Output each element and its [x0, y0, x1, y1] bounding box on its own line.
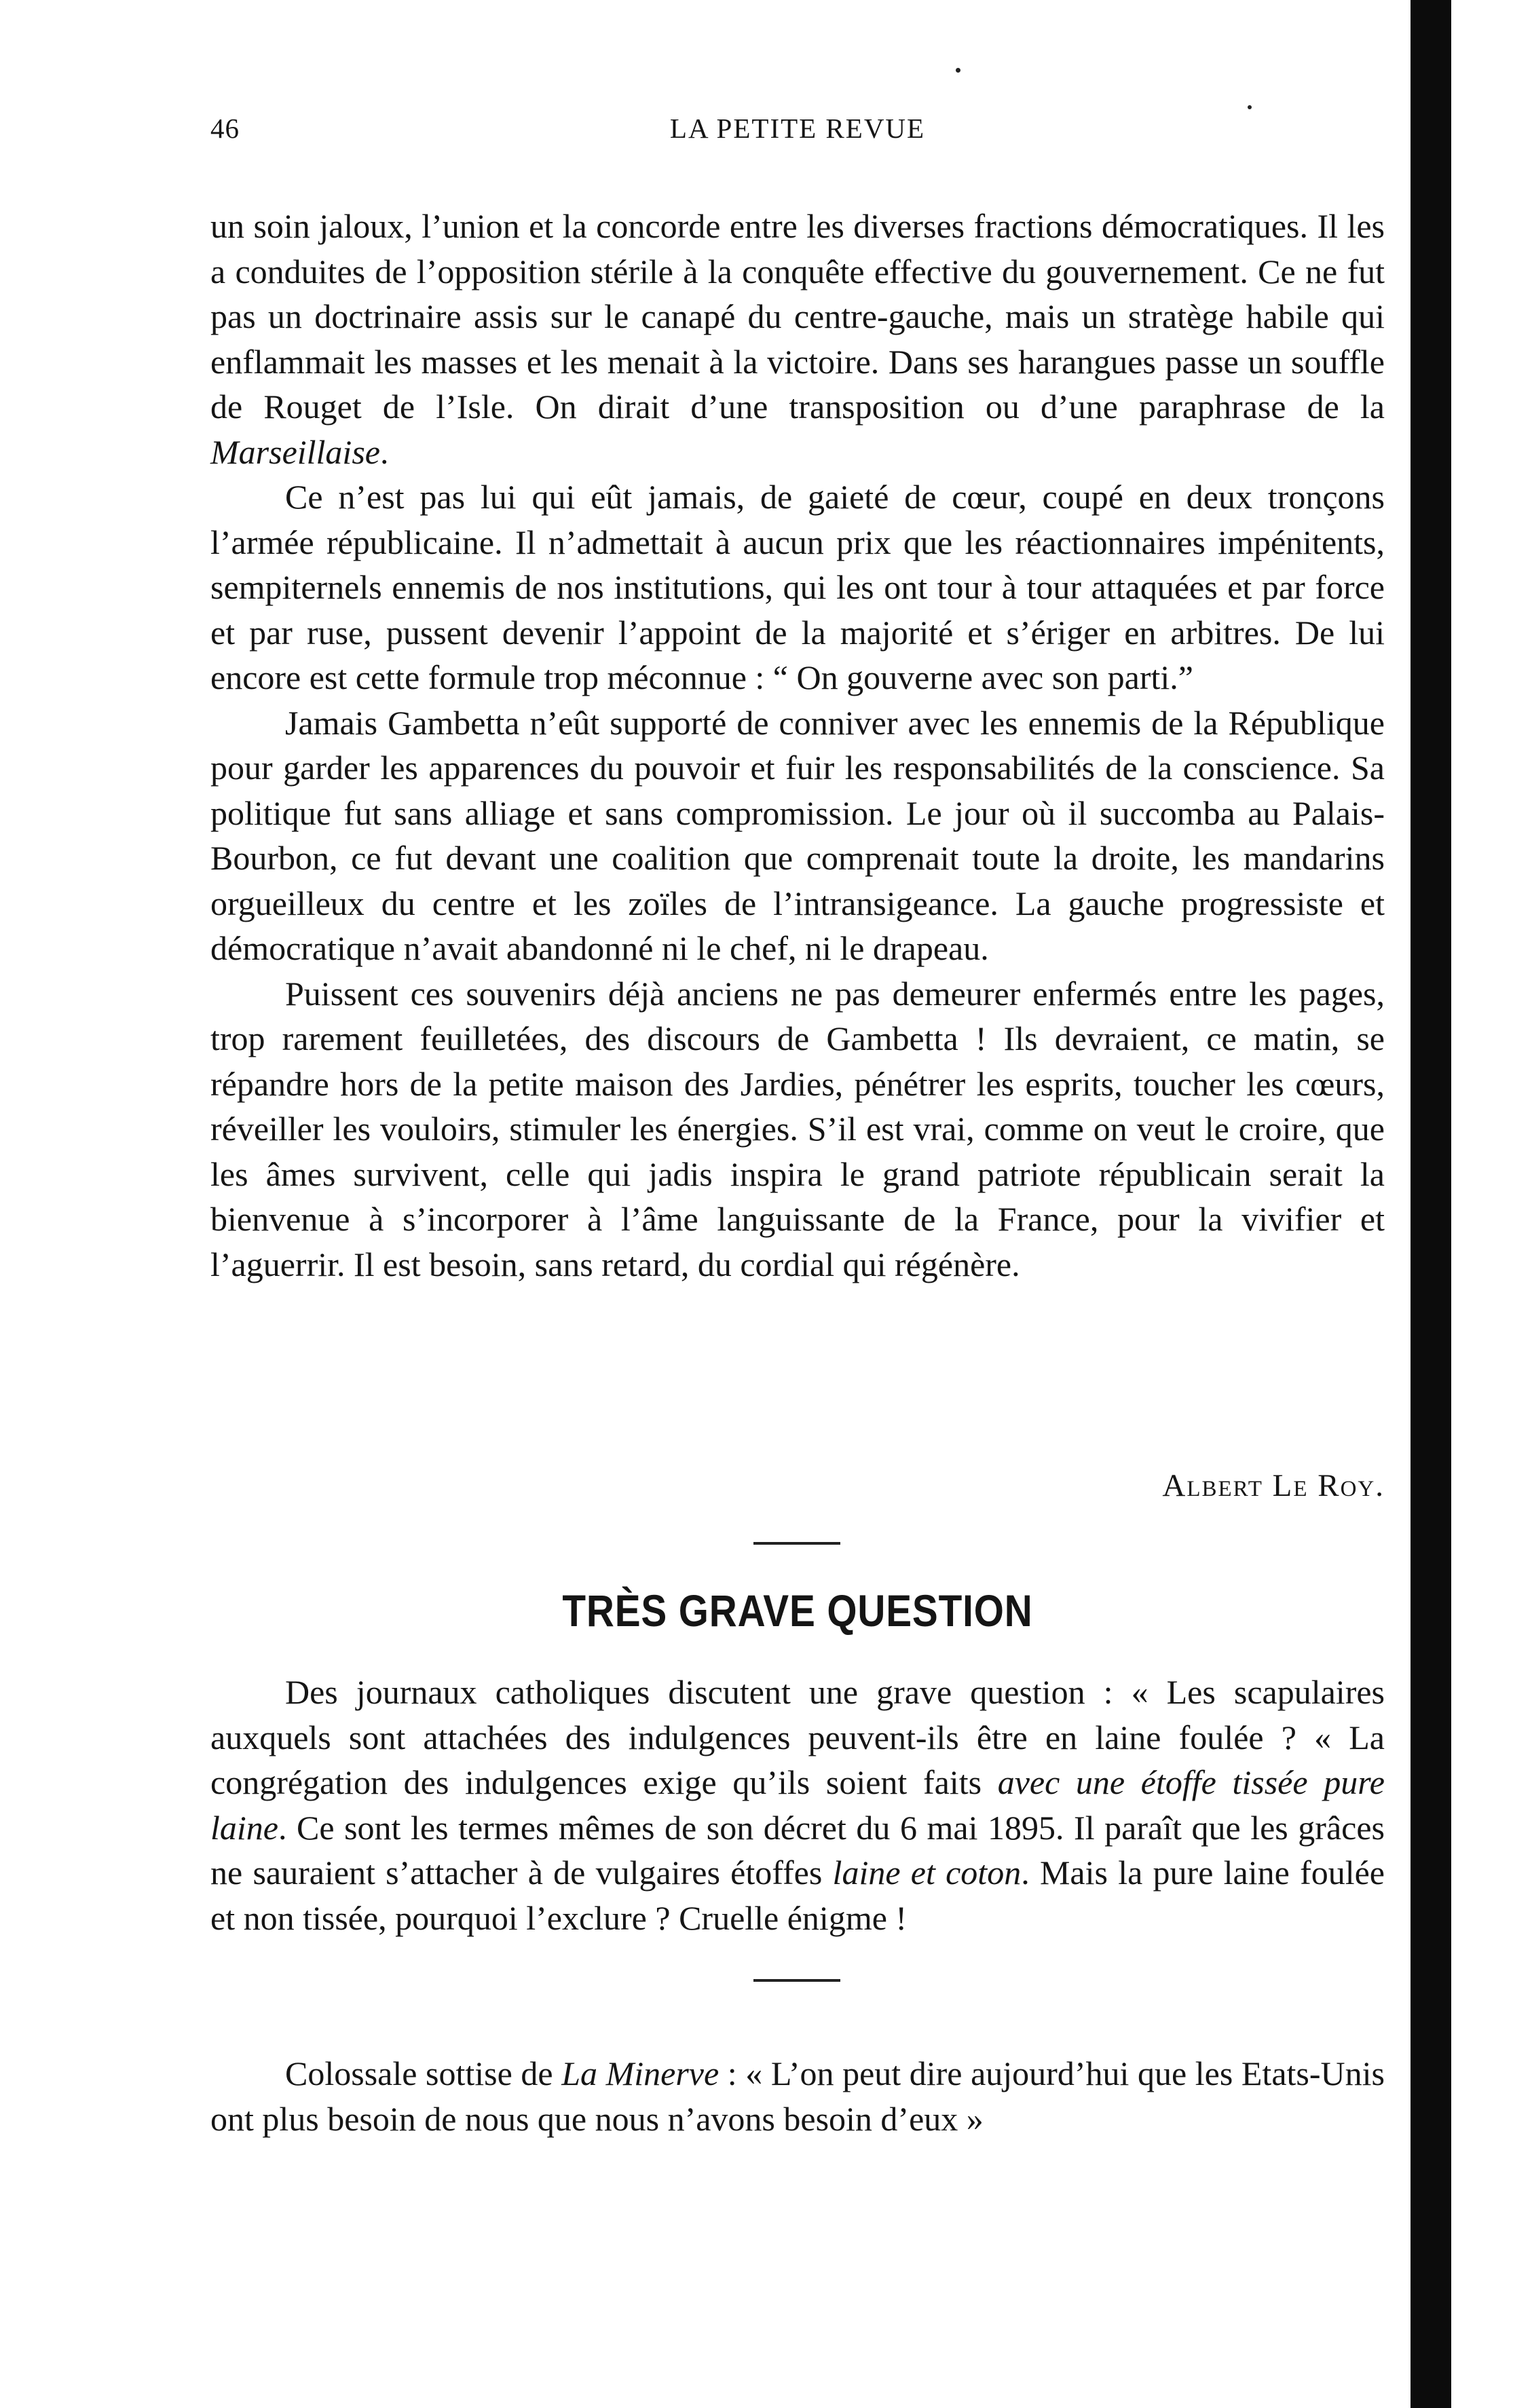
article-paragraph [210, 971, 1385, 1287]
scan-speck [956, 68, 960, 73]
note-paragraph [210, 2051, 1385, 2141]
italic-text: laine et coton [832, 1854, 1022, 1892]
article-paragraph [210, 204, 1385, 474]
separator-rule [753, 1979, 840, 1982]
text-run: Des journaux catholiques discutent une grave question : « Les scapulaires auxquels sont attachées des indulgences peuvent-ils être en laine foulée ? « La congrégation des indulgences exige qu’ils soient faits [210, 1673, 1385, 1801]
scan-edge-shadow [1411, 0, 1451, 2408]
article-paragraph [210, 474, 1385, 700]
article-body [210, 204, 1385, 1287]
closing-note [210, 2051, 1385, 2141]
italic-text: avec une étoffe tissée pure laine [210, 1763, 1385, 1847]
text-run: Puissent ces souvenirs déjà anciens ne pas demeurer enfermés entre les pages, trop rarement feuilletées, des discours de Gambetta ! Ils devraient, ce matin, se répandre hors de la petite maison des Jardies, pénétrer les esprits, toucher les cœurs, réveiller les vouloirs, stimuler les énergies. S’il est vrai, comme on veut le croire, que les âmes survivent, celle qui jadis inspira le grand patriote républicain serait la bienvenue à s’incorporer à l’âme languissante de la France, pour la vivifier et l’aguerrir. Il est besoin, sans retard, du cordial qui régénère. [210, 974, 1385, 1283]
section-title: TRÈS GRAVE QUESTION [562, 1585, 1033, 1636]
text-run: Ce n’est pas lui qui eût jamais, de gaieté de cœur, coupé en deux tronçons l’armée républicaine. Il n’admettait à aucun prix que les réactionnaires impénitents, sempiternels ennemis de nos institutions, qui les ont tour à tour attaquées et par force et par ruse, pussent devenir l’appoint de la majorité et s’ériger en arbitres. De lui encore est cette formule trop méconnue : “ On gouverne avec son parti.” [210, 478, 1385, 696]
text-run: . Mais la pure laine foulée et non tissée, pourquoi l’exclure ? Cruelle énigme ! [210, 1854, 1385, 1937]
page-number: 46 [210, 113, 240, 144]
section-body [210, 1670, 1385, 1940]
scan-speck [1248, 105, 1252, 109]
italic-text: La Minerve [561, 2054, 720, 2092]
text-run: . Ce sont les termes mêmes de son décret du 6 mai 1895. Il paraît que les grâces ne sauraient s’attacher à de vulgaires étoffes [210, 1808, 1385, 1892]
running-header [210, 112, 1385, 153]
text-run: Colossale sottise de [285, 2054, 562, 2092]
text-run: un soin jaloux, l’union et la concorde entre les diverses fractions démocratiques. Il les a conduites de l’opposition stérile à la conquête effective du gouvernement. Ce ne fut pas un doctrinaire assis sur le canapé du centre-gauche, mais un stratège habile qui enflammait les masses et les menait à la victoire. Dans ses harangues passe un souffle de Rouget de l’Isle. On dirait d’une transposition ou d’une paraphrase de la [210, 207, 1385, 426]
article-paragraph [210, 700, 1385, 971]
journal-title: LA PETITE REVUE [669, 113, 926, 144]
text-run: : « L’on peut dire aujourd’hui que les Etats-Unis ont plus besoin de nous que nous n’avons besoin d’eux » [210, 2054, 1385, 2138]
separator-rule [753, 1542, 840, 1545]
section-paragraph [210, 1670, 1385, 1940]
author-signature: Albert Le Roy. [1162, 1468, 1385, 1503]
italic-text: Marseillaise [210, 432, 380, 471]
text-run: . [379, 432, 389, 471]
text-run: Jamais Gambetta n’eût supporté de conniver avec les ennemis de la République pour garder les apparences du pouvoir et fuir les responsabilités de la conscience. Sa politique fut sans alliage et sans compromission. Le jour où il succomba au Palais-Bourbon, ce fut devant une coalition que comprenait toute la droite, les mandarins orgueilleux du centre et les zoïles de l’intransigeance. La gauche progressiste et démocratique n’avait abandonné ni le chef, ni le drapeau. [210, 703, 1385, 967]
